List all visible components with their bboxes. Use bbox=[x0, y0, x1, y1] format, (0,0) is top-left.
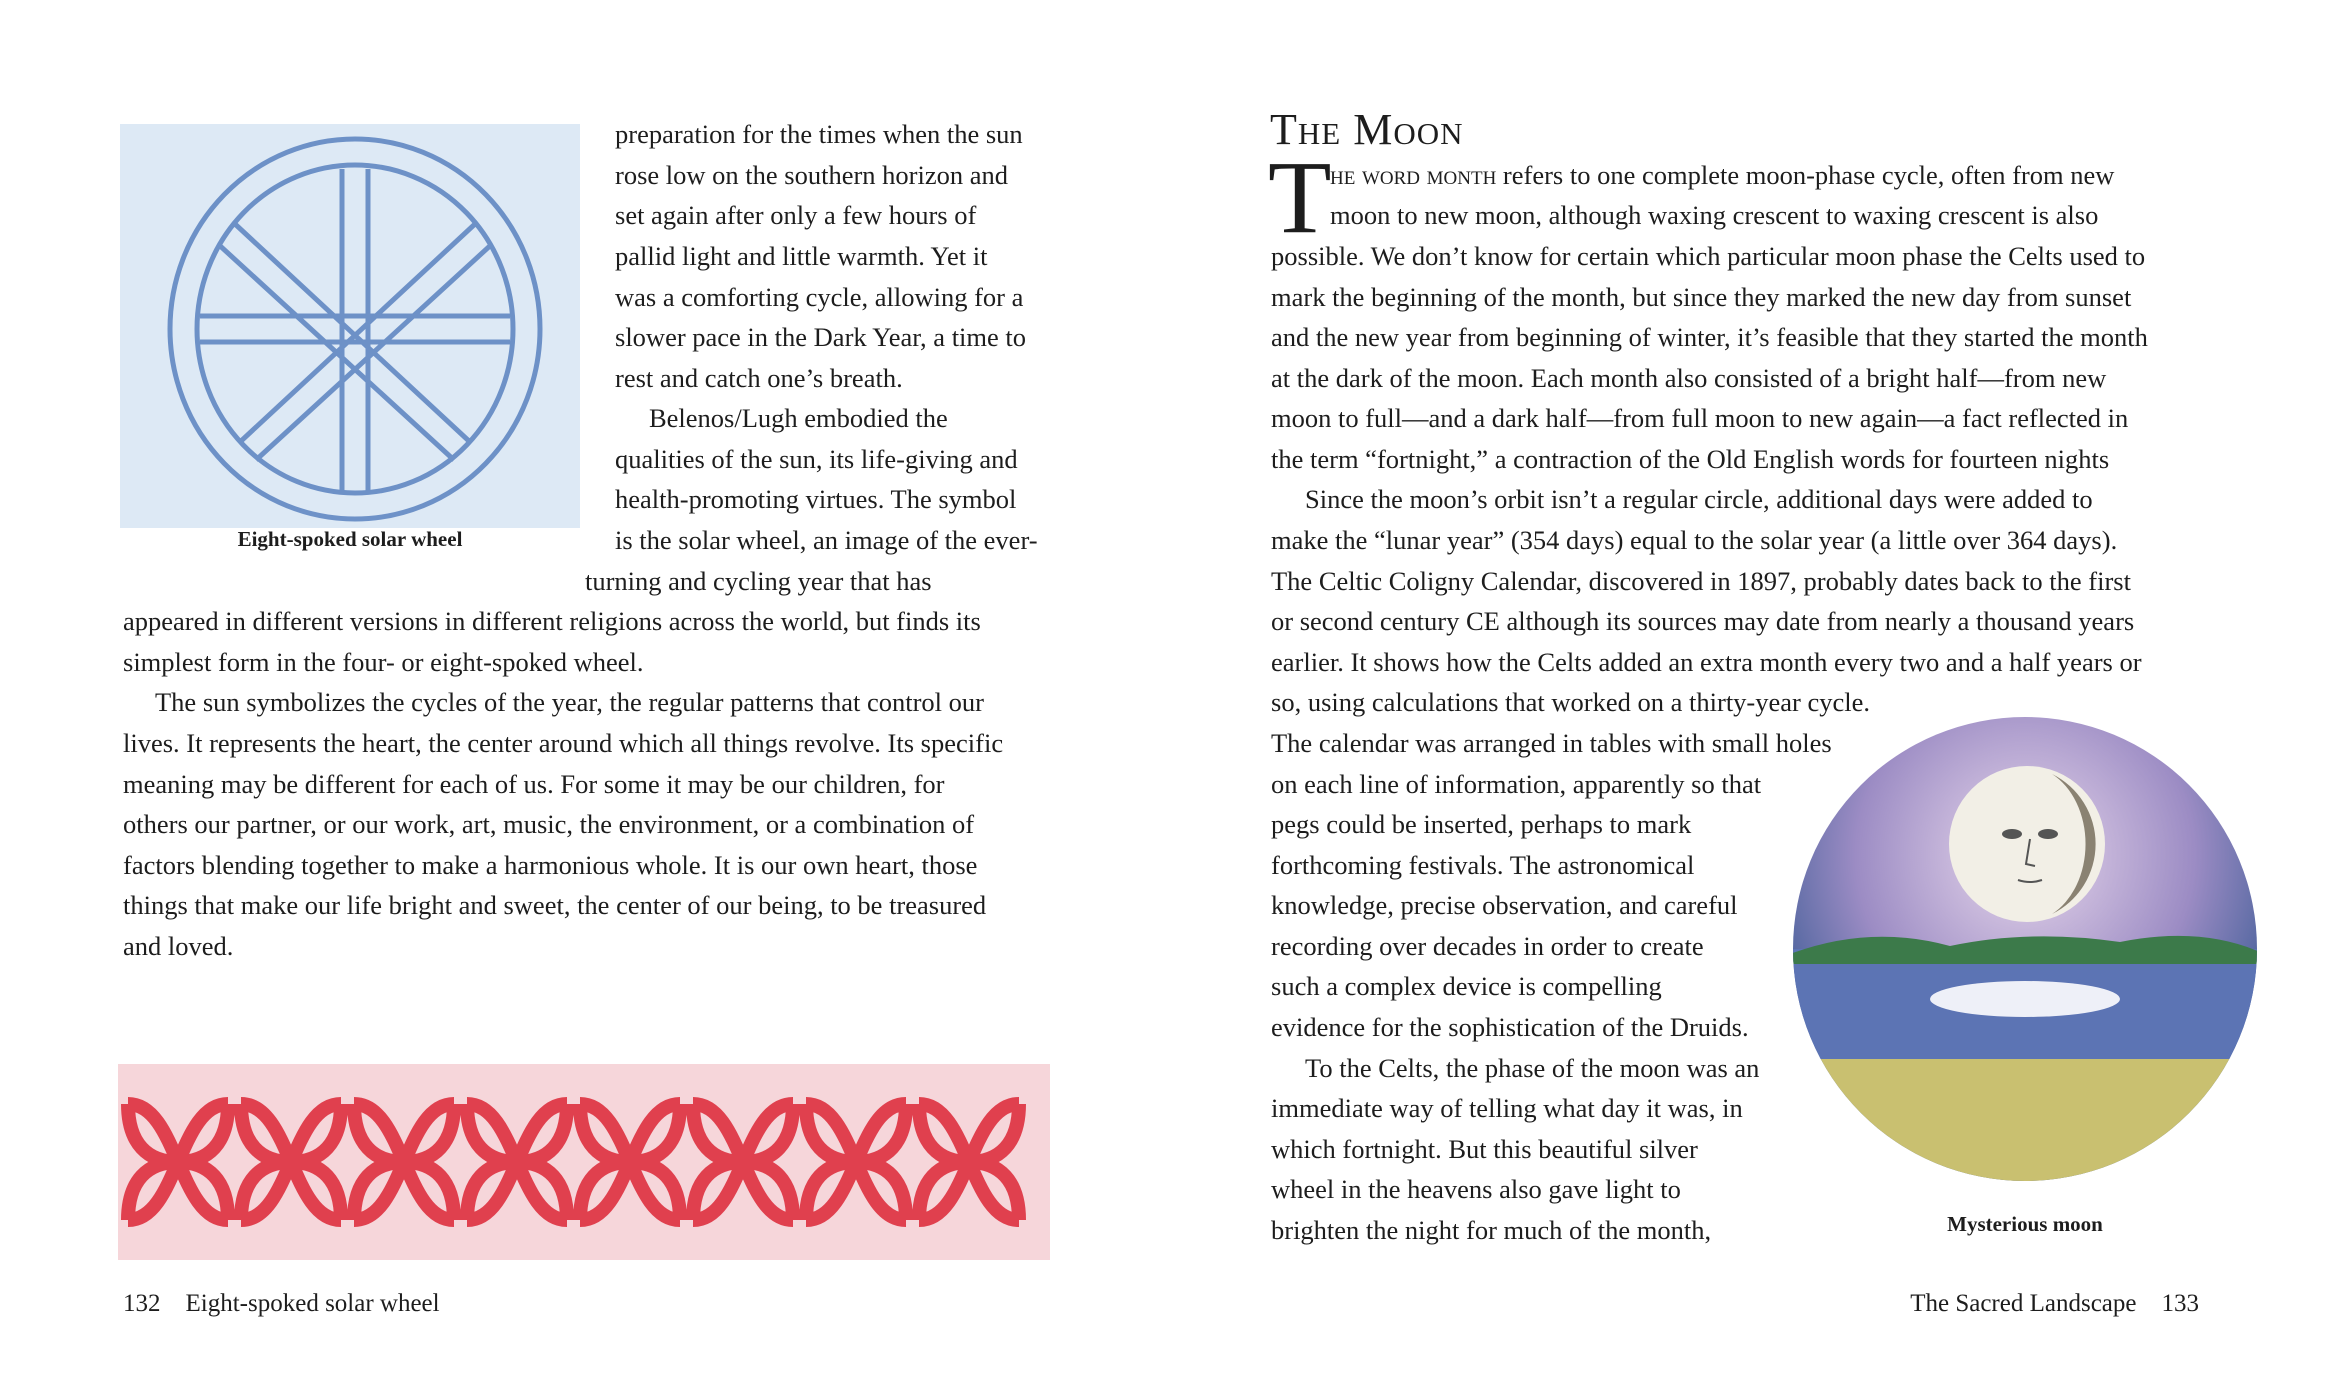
text-line: pallid light and little warmth. Yet it bbox=[615, 241, 988, 271]
text-line: on each line of information, apparently so that bbox=[1271, 768, 1762, 799]
text-line: is the solar wheel, an image of the ever- bbox=[615, 525, 1038, 556]
first-line bbox=[1330, 157, 2114, 193]
text-line: The calendar was arranged in tables with small holes bbox=[1271, 727, 1832, 758]
text-line: preparation for the times when the sun bbox=[615, 119, 1023, 150]
text-line: lives. It represents the heart, the center around which all things revolve. Its specific bbox=[123, 727, 1004, 758]
text-line: evidence for the sophistication of the Druids. bbox=[1271, 1012, 1749, 1043]
celtic-knot-border bbox=[118, 1064, 1050, 1260]
text-line: things that make our life bright and sweet, the center of our being, to be treasured bbox=[123, 890, 987, 921]
text-line: immediate way of telling what day it was, in bbox=[1271, 1093, 1743, 1124]
text-line: or second century CE although its sources may date from nearly a thousand years bbox=[1271, 606, 2135, 637]
text-line: earlier. It shows how the Celts added an extra month every two and a half years or bbox=[1271, 646, 2142, 677]
text-line: moon to new moon, although waxing crescent to waxing crescent is also bbox=[1330, 200, 2099, 231]
text-line: such a complex device is compelling bbox=[1271, 971, 1662, 1002]
text-line: moon to full—and a dark half—from full moon to new again—a fact reflected in bbox=[1271, 403, 2129, 434]
text-line: slower pace in the Dark Year, a time to bbox=[615, 322, 1027, 353]
running-head-left: Eight-spoked solar wheel bbox=[185, 1290, 440, 1317]
text-line: Belenos/Lugh embodied the bbox=[649, 403, 948, 434]
text-line: brighten the night for much of the month, bbox=[1271, 1214, 1712, 1245]
right-folio bbox=[1910, 1290, 2199, 1318]
text-line: set again after only a few hours of bbox=[615, 200, 977, 231]
figure-caption-moon: Mysterious moon bbox=[1947, 1212, 2103, 1236]
text-line: recording over decades in order to create bbox=[1271, 930, 1704, 961]
page-number-right: 133 bbox=[2161, 1290, 2199, 1317]
text-line: forthcoming festivals. The astronomical bbox=[1271, 849, 1695, 880]
text-line: The Celtic Coligny Calendar, discovered in 1897, probably dates back to the first bbox=[1271, 565, 2131, 596]
text-line: refers to one complete moon-phase cycle, often from new bbox=[1496, 159, 2115, 190]
text-line: factors blending together to make a harmonious whole. It is our own heart, those bbox=[123, 849, 978, 880]
text-line: was a comforting cycle, allowing for a bbox=[615, 281, 1024, 312]
text-line: To the Celts, the phase of the moon was an bbox=[1305, 1052, 1760, 1083]
text-line: rest and catch one’s breath. bbox=[615, 362, 903, 393]
page-number-left: 132 bbox=[123, 1290, 161, 1317]
text-line: so, using calculations that worked on a thirty-year cycle. bbox=[1271, 687, 1871, 718]
running-head-right: The Sacred Landscape bbox=[1910, 1290, 2137, 1317]
text-line: qualities of the sun, its life-giving and bbox=[615, 443, 1018, 474]
text-line: meaning may be different for each of us. For some it may be our children, for bbox=[123, 768, 945, 799]
text-line: possible. We don’t know for certain which particular moon phase the Celts used to bbox=[1271, 241, 2146, 271]
left-folio bbox=[123, 1290, 440, 1318]
text-line: rose low on the southern horizon and bbox=[615, 159, 1008, 190]
text-line: The sun symbolizes the cycles of the year, the regular patterns that control our bbox=[155, 687, 984, 718]
text-line: health-promoting virtues. The symbol bbox=[615, 484, 1017, 515]
text-line: knowledge, precise observation, and careful bbox=[1271, 890, 1738, 921]
text-line: appeared in different versions in different religions across the world, but finds its bbox=[123, 606, 981, 637]
text-line: wheel in the heavens also gave light to bbox=[1271, 1174, 1681, 1205]
text-line: which fortnight. But this beautiful silver bbox=[1271, 1133, 1698, 1164]
lead-in-small-caps: he word month bbox=[1330, 159, 1497, 190]
text-line: at the dark of the moon. Each month also consisted of a bright half—from new bbox=[1271, 362, 2107, 393]
text-line: and the new year from beginning of winter, it’s feasible that they started the month bbox=[1271, 322, 2148, 353]
text-line: mark the beginning of the month, but since they marked the new day from sunset bbox=[1271, 281, 2132, 312]
text-line: and loved. bbox=[123, 930, 234, 961]
drop-cap: T bbox=[1268, 140, 1332, 255]
moon-illustration bbox=[1790, 714, 2260, 1184]
text-line: the term “fortnight,” a contraction of the Old English words for fourteen nights bbox=[1271, 443, 2110, 474]
text-line: make the “lunar year” (354 days) equal to the solar year (a little over 364 days). bbox=[1271, 525, 2118, 556]
text-line: others our partner, or our work, art, music, the environment, or a combination of bbox=[123, 809, 975, 840]
figure-caption-solar-wheel: Eight-spoked solar wheel bbox=[237, 527, 463, 551]
text-line: Since the moon’s orbit isn’t a regular circle, additional days were added to bbox=[1305, 484, 2093, 515]
text-line: simplest form in the four- or eight-spoked wheel. bbox=[123, 646, 644, 677]
text-line: turning and cycling year that has bbox=[585, 565, 932, 596]
text-line: pegs could be inserted, perhaps to mark bbox=[1271, 809, 1692, 840]
section-heading: The Moon bbox=[1270, 105, 1464, 154]
solar-wheel-illustration bbox=[120, 124, 580, 528]
